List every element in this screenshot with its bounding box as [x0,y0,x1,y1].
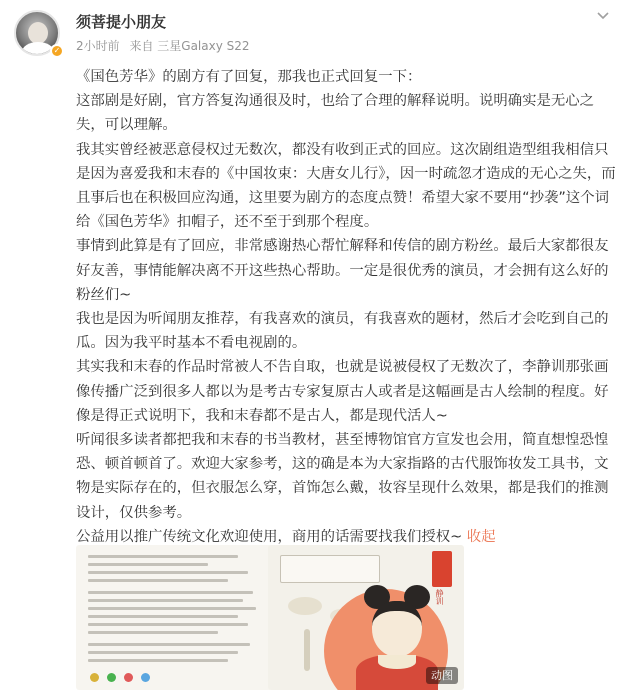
weibo-icon [124,673,133,682]
post-paragraph-text: 公益用以推广传统文化欢迎使用，商用的话需要找我们授权~ [76,528,463,545]
book-tag [432,551,452,587]
post-paragraph: 这部剧是好剧，官方答复沟通很及时，也给了合理的解释说明。说明确实是无心之失，可以理解。 [76,93,595,134]
doc-text-line [88,579,228,582]
image-thumbnail-document[interactable] [76,545,272,690]
doc-text-line [88,643,250,646]
book-cover-icon [280,555,380,583]
doc-text-line [88,659,228,662]
ornament-icon [288,597,322,615]
post-paragraph: 我其实曾经被恶意侵权过无数次，都没有收到正式的回应。这次剧组造型组我相信只是因为喜爱我和末春的《中国妆束：大唐女儿行》，因一时疏忽才造成的无心之失，而且事后也在积极回应沟通，这里要为剧方的态度点赞！希望大家不要用“抄袭”这个词给《国色芳华》扣帽子，还不至于到那个程度。 [76,141,616,231]
post-paragraph: 《国色芳华》的剧方有了回复，那我也正式回复一下： [76,69,422,85]
doc-text-line [88,615,238,618]
post-source: 来自 三星Galaxy S22 [129,39,250,53]
doc-text-line [88,599,243,602]
qq-icon [141,673,150,682]
doc-text-line [88,555,238,558]
pendant-icon [304,629,310,671]
doc-text-line [88,563,208,566]
post-body [76,65,618,549]
figure-collar [378,655,416,669]
username[interactable]: 须菩提小朋友 [76,13,167,31]
image-thumbnail-illustration[interactable] [268,545,464,690]
doc-text-line [88,623,248,626]
post-meta [76,37,256,54]
post-paragraph: 听闻很多读者都把我和末春的书当教材，甚至博物馆官方宣发也会用，简直想惶恐惶恐、顿首顿首了。欢迎大家参考，这的确是本为大家指路的古代服饰妆发工具书，文物是实际存在的，但衣服怎么穿，首饰怎么戴，妆容呈现什么效果，都是我们的推测设计，仅供参考。 [76,432,609,521]
avatar-face [28,22,48,44]
doc-text-line [88,607,256,610]
collapse-link[interactable]: 收起 [466,528,496,545]
gif-badge: 动图 [426,667,458,684]
post-time: 2小时前 [76,39,120,53]
post-paragraph: 其实我和末春的作品时常被人不告自取，也就是说被侵权了无数次了，李静训那张画像传播广泛到很多人都以为是考古专家复原古人或者是这幅画是古人绘制的程度。好像是得正式说明下，我和末春都不是古人，都是现代活人~ [76,359,609,424]
book-title-vertical: 静训 [435,589,444,605]
doc-text-line [88,571,248,574]
post-paragraph: 事情到此算是有了回应，非常感谢热心帮忙解释和传信的剧方粉丝。最后大家都很友好友善，事情能解决离不开这些热心帮助。一定是很优秀的演员，才会拥有这么好的粉丝们~ [76,238,609,303]
doc-text-line [88,651,238,654]
app-icon [90,673,99,682]
chevron-down-icon[interactable] [594,8,612,26]
figure-head [372,601,422,657]
doc-text-line [88,591,253,594]
doc-text-line [88,631,218,634]
share-icons-row [90,673,150,682]
post-paragraph: 我也是因为听闻朋友推荐，有我喜欢的演员，有我喜欢的题材，然后才会吃到自己的瓜。因为我平时基本不看电视剧的。 [76,311,609,352]
wechat-icon [107,673,116,682]
verified-badge-icon: ✓ [50,44,64,58]
